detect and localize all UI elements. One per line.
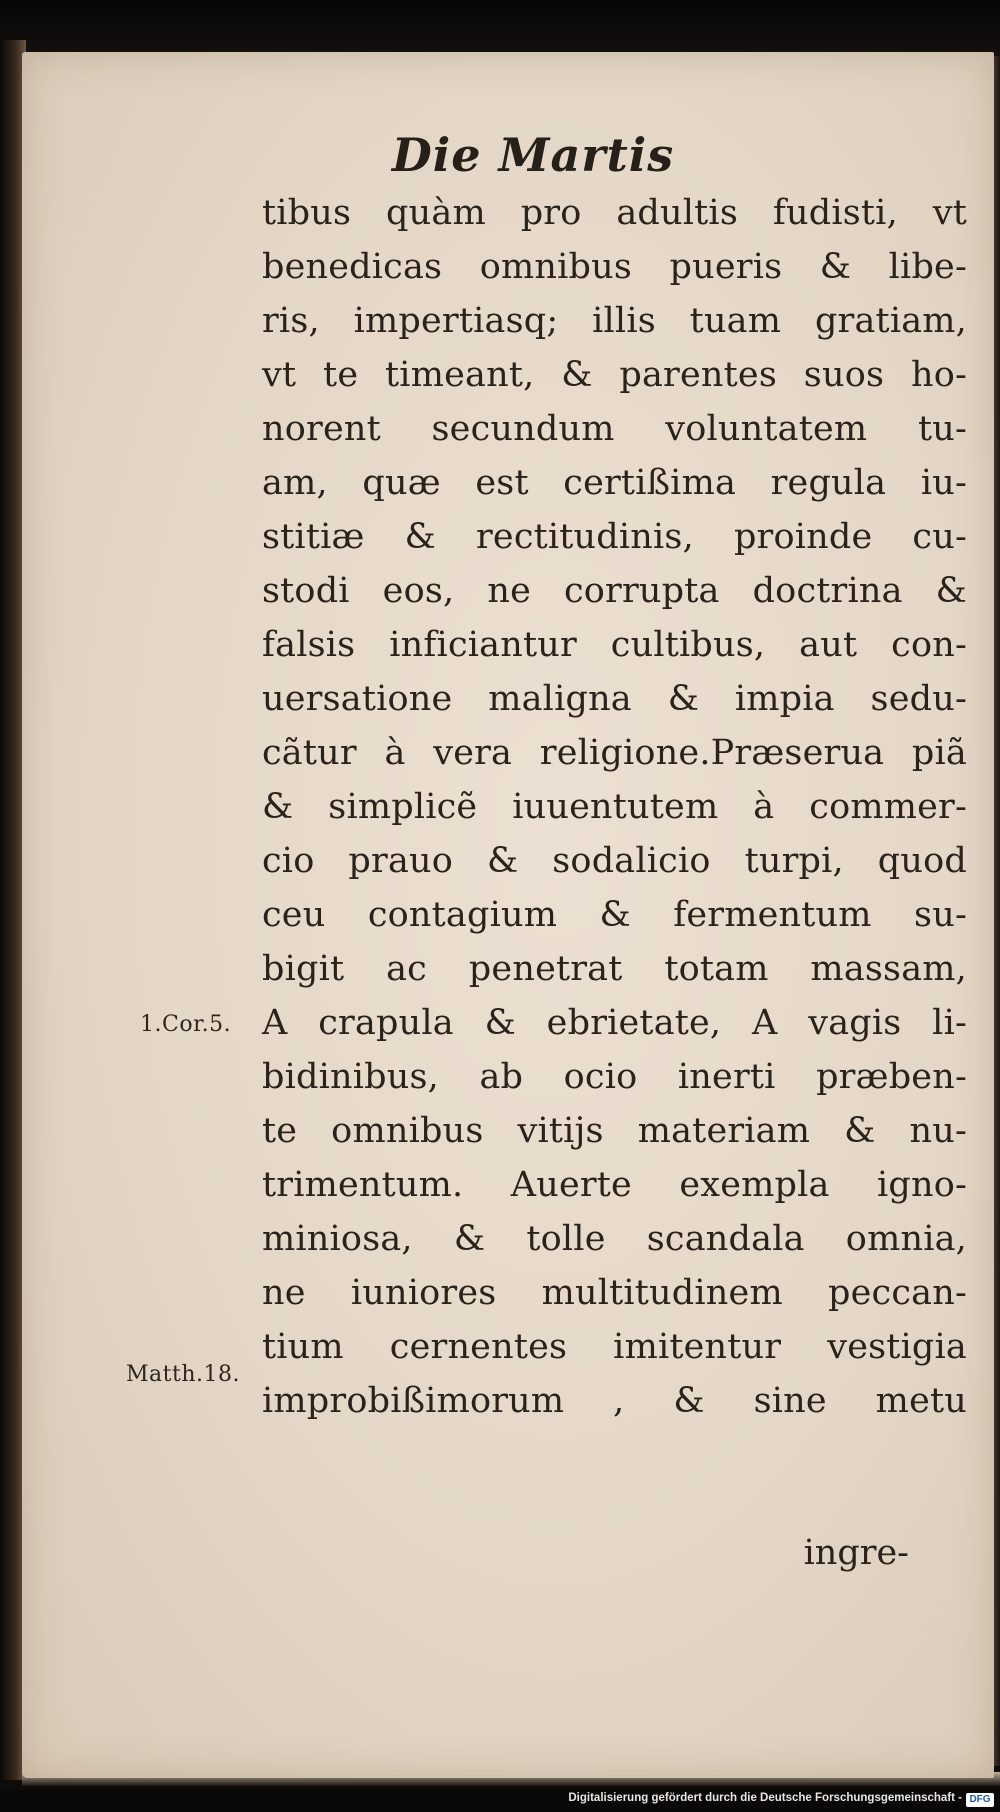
scan-top-shadow — [0, 0, 1000, 60]
text-line: miniosa, & tolle scandala omnia, — [262, 1219, 967, 1259]
text-line: benedicas omnibus pueris & libe- — [262, 247, 967, 287]
text-line: bigit ac penetrat totam massam, — [262, 949, 967, 989]
text-line: norent secundum voluntatem tu- — [262, 409, 967, 449]
text-line: A crapula & ebrietate, A vagis li- — [262, 1003, 967, 1043]
text-line: bidinibus, ab ocio inerti præben- — [262, 1057, 967, 1097]
book-page — [22, 52, 994, 1778]
text-line: falsis inficiantur cultibus, aut con- — [262, 625, 967, 665]
text-line: vt te timeant, & parentes suos ho- — [262, 355, 967, 395]
dfg-logo-icon: DFG — [966, 1793, 994, 1807]
margin-note-corinthians: 1.Cor.5. — [140, 1012, 232, 1037]
digitization-credit: Digitalisierung gefördert durch die Deutsche Forschungsgemeinschaft - — [568, 1792, 962, 1804]
text-line: ris, impertiasq; illis tuam gratiam, — [262, 301, 967, 341]
text-line: uersatione maligna & impia sedu- — [262, 679, 967, 719]
text-line: stodi eos, ne corrupta doctrina & — [262, 571, 967, 611]
text-line: ceu contagium & fermentum su- — [262, 895, 967, 935]
text-line: te omnibus vitijs materiam & nu- — [262, 1111, 967, 1151]
main-text-block — [262, 186, 967, 1428]
text-line: cãtur à vera religione.Præserua piã — [262, 733, 967, 773]
catchword: ingre- — [803, 1533, 909, 1573]
text-line: am, quæ est certißima regula iu- — [262, 463, 967, 503]
text-line: tibus quàm pro adultis fudisti, vt — [262, 193, 967, 233]
text-line: stitiæ & rectitudinis, proinde cu- — [262, 517, 967, 557]
margin-note-matthew: Matth.18. — [126, 1362, 240, 1387]
text-line: cio prauo & sodalicio turpi, quod — [262, 841, 967, 881]
text-line: improbißimorum , & sine metu — [262, 1381, 967, 1421]
text-line: ne iuniores multitudinem peccan- — [262, 1273, 967, 1313]
running-title: Die Martis — [391, 128, 675, 182]
text-line: tium cernentes imitentur vestigia — [262, 1327, 967, 1367]
text-line: & simplicẽ iuuentutem à commer- — [262, 787, 967, 827]
text-line: trimentum. Auerte exempla igno- — [262, 1165, 967, 1205]
